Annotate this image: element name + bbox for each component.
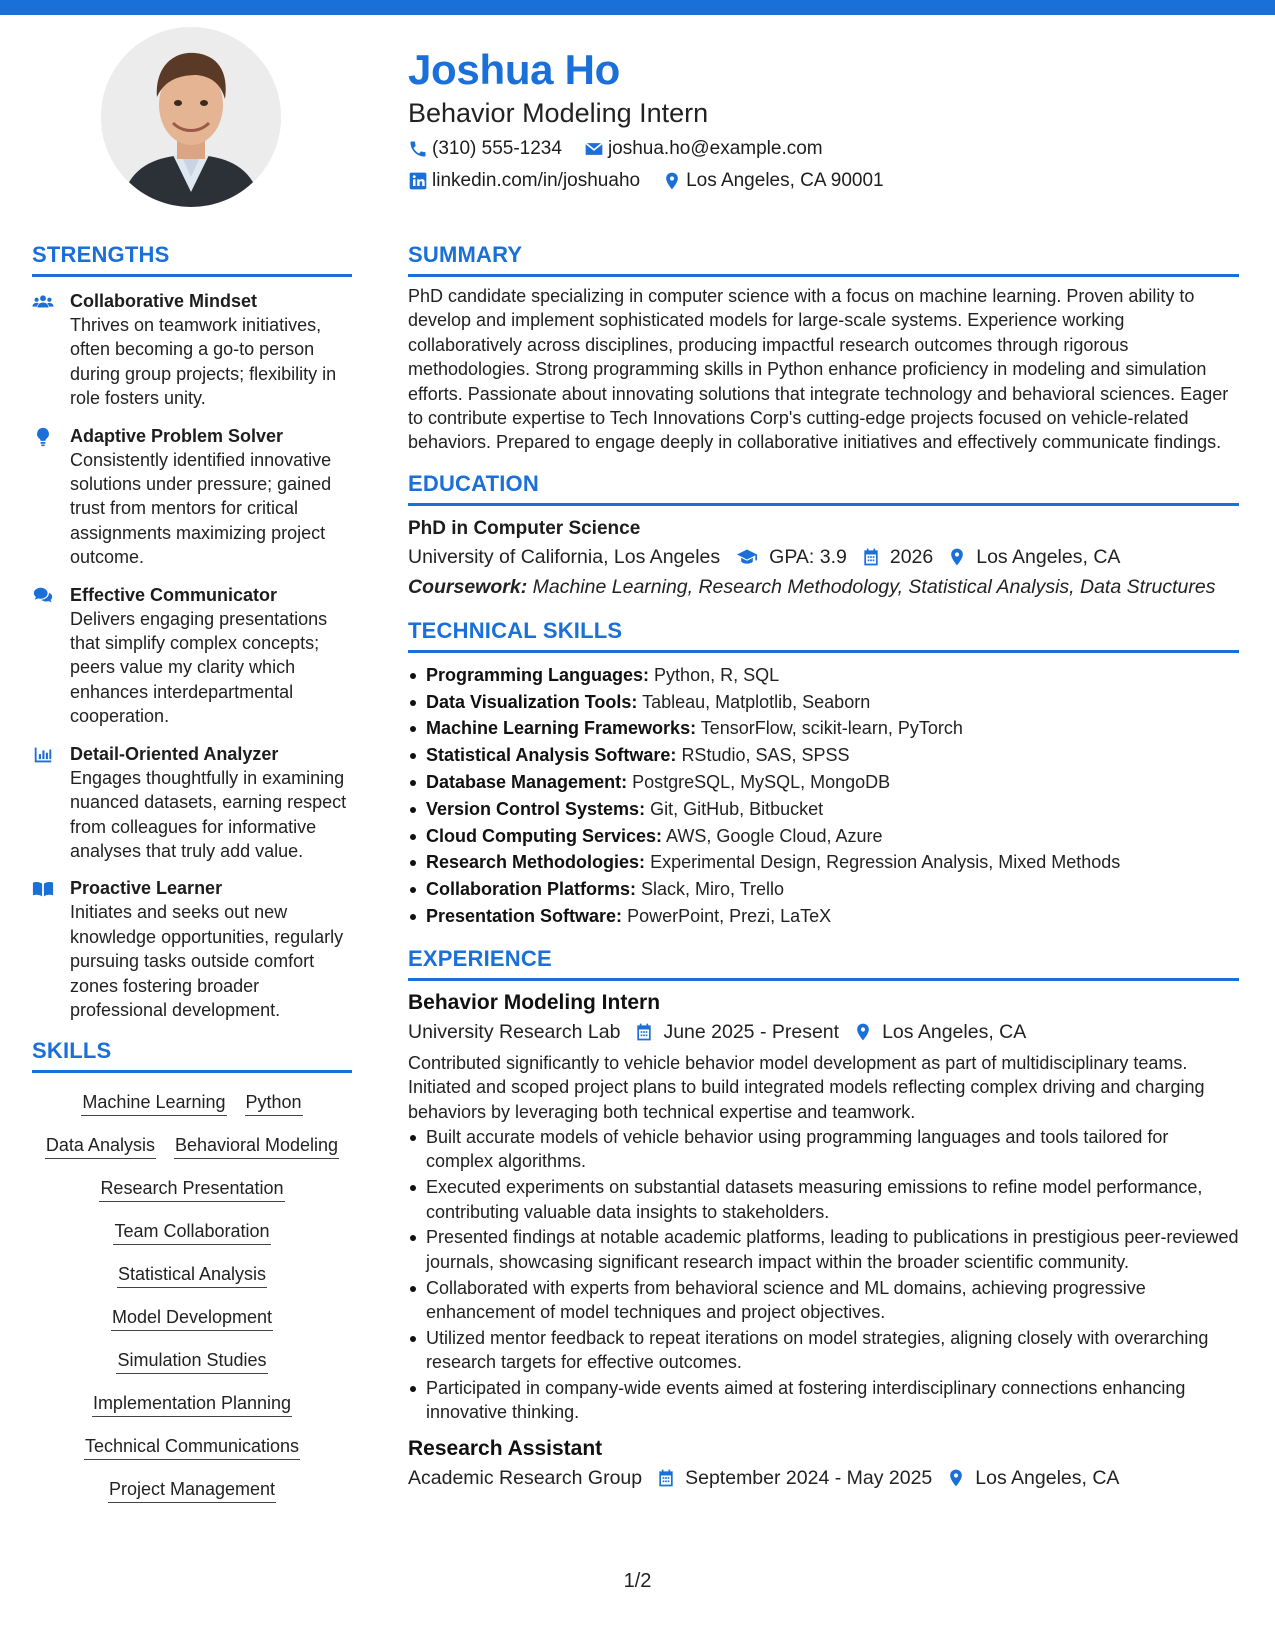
coursework: [408, 572, 1239, 602]
calendar-icon: [656, 1468, 676, 1488]
job-entry: [408, 989, 1239, 1425]
map-pin-icon: [947, 547, 967, 567]
job-location-text: Los Angeles, CA: [882, 1020, 1027, 1043]
strength-title: Collaborative Mindset: [70, 291, 258, 311]
school-name: [408, 542, 720, 572]
list-item: Utilized mentor feedback to repeat iterations on model strategies, aligning closely with overarching research targets for effective outcomes.: [408, 1326, 1239, 1375]
list-item: [408, 742, 1239, 769]
skill-tags: [32, 1089, 352, 1503]
phone-icon: [408, 139, 428, 159]
lightbulb-icon: [32, 426, 54, 448]
skill-category: Statistical Analysis Software:: [426, 745, 677, 766]
job-location: [946, 1463, 1119, 1493]
gpa-text: GPA: 3.9: [769, 545, 847, 568]
technical-skills-list: [408, 662, 1239, 930]
skill-tag: Research Presentation: [99, 1175, 284, 1202]
linkedin-text: linkedin.com/in/joshuaho: [432, 170, 641, 191]
education-meta: [408, 542, 1239, 572]
portrait-image: [101, 27, 281, 207]
skill-category: Programming Languages:: [426, 664, 650, 685]
job-org-text: Academic Research Group: [408, 1466, 643, 1489]
skill-category: Collaboration Platforms:: [426, 879, 637, 900]
school-text: University of California, Los Angeles: [408, 545, 721, 568]
coursework-label: Coursework:: [408, 575, 528, 598]
job-location-text: Los Angeles, CA: [975, 1466, 1120, 1489]
strength-desc: Initiates and seeks out new knowledge opportunities, regularly pursuing tasks outside comfort zones fostering broader professional development.: [70, 902, 344, 1020]
job-description: Contributed significantly to vehicle behavior model development as part of multidisciplinary teams. Initiated and scoped project plans to build integrated models reflecting complex driving and charging behaviors by leveraging both technical expertise and teamwork.: [408, 1052, 1205, 1122]
profile-photo: [101, 27, 281, 207]
list-item: [408, 662, 1239, 689]
skill-values: Git, GitHub, Bitbucket: [650, 798, 824, 819]
skill-category: Research Methodologies:: [426, 852, 646, 873]
location-contact: [662, 168, 884, 194]
job-dates-text: September 2024 - May 2025: [685, 1466, 933, 1489]
strengths-section: [32, 240, 352, 1022]
skill-tag: Model Development: [111, 1304, 273, 1331]
list-item: [408, 903, 1239, 930]
strength-item: [32, 289, 352, 411]
skill-category: Machine Learning Frameworks:: [426, 718, 697, 739]
skill-tag: Data Analysis: [45, 1132, 156, 1159]
education-section: [408, 469, 1239, 602]
list-item: [408, 769, 1239, 796]
list-item: [408, 715, 1239, 742]
resume-header: [408, 44, 1238, 194]
skill-values: RStudio, SAS, SPSS: [681, 745, 850, 766]
top-accent-bar: [0, 0, 1275, 15]
skill-tag: Simulation Studies: [116, 1347, 267, 1374]
job-org: [408, 1017, 620, 1047]
linkedin-icon: [408, 171, 428, 191]
skill-values: Python, R, SQL: [654, 664, 780, 685]
users-icon: [32, 291, 54, 313]
list-item: Executed experiments on substantial datasets measuring emissions to refine model performance, contributing valuable data insights to stakeholders.: [408, 1175, 1239, 1224]
skill-tag: Project Management: [108, 1476, 276, 1503]
skill-category: Cloud Computing Services:: [426, 825, 663, 846]
map-pin-icon: [853, 1022, 873, 1042]
job-location: [853, 1017, 1026, 1047]
job-title: Behavior Modeling Intern: [408, 990, 661, 1014]
summary-heading: SUMMARY: [408, 240, 1239, 277]
skill-values: AWS, Google Cloud, Azure: [666, 825, 883, 846]
candidate-name: Joshua Ho: [408, 46, 620, 93]
experience-heading: EXPERIENCE: [408, 944, 1239, 981]
technical-skills-section: [408, 616, 1239, 930]
skill-values: TensorFlow, scikit-learn, PyTorch: [700, 718, 963, 739]
strength-title: Adaptive Problem Solver: [70, 425, 284, 446]
list-item: Collaborated with experts from behavioral science and ML domains, achieving progressive enhancement of model techniques and project objectives.: [408, 1276, 1239, 1325]
job-dates: [634, 1017, 839, 1047]
skill-tag: Python: [245, 1089, 303, 1116]
strength-desc: Delivers engaging presentations that simplify complex concepts; peers value my clarity which enhances interdepartmental cooperation.: [70, 608, 328, 727]
coursework-text: Machine Learning, Research Methodology, Statistical Analysis, Data Structures: [532, 575, 1216, 598]
phone-contact[interactable]: [408, 136, 562, 162]
job-org-text: University Research Lab: [408, 1020, 621, 1043]
job-entry: [408, 1435, 1239, 1493]
skill-values: Slack, Miro, Trello: [641, 879, 785, 900]
strength-title: Detail-Oriented Analyzer: [70, 743, 279, 764]
skills-section: [32, 1036, 352, 1503]
strength-item: [32, 876, 352, 1022]
edu-location-text: Los Angeles, CA: [976, 545, 1121, 568]
list-item: [408, 796, 1239, 823]
linkedin-contact[interactable]: [408, 168, 640, 194]
skill-tag: Statistical Analysis: [117, 1261, 267, 1288]
education-heading: EDUCATION: [408, 469, 1239, 506]
list-item: Presented findings at notable academic platforms, leading to publications in prestigious peer-reviewed journals, showcasing significant research impact within the broader scientific community.: [408, 1225, 1239, 1274]
job-dates-text: June 2025 - Present: [663, 1020, 840, 1043]
year-text: 2026: [889, 545, 934, 568]
strength-item: [32, 424, 352, 570]
right-column: [408, 240, 1239, 1507]
list-item: [408, 689, 1239, 716]
job-dates: [656, 1463, 932, 1493]
email-contact[interactable]: [584, 136, 823, 162]
book-icon: [32, 878, 54, 900]
job-meta: [408, 1017, 1239, 1047]
edu-location-item: [947, 542, 1120, 572]
strength-desc: Engages thoughtfully in examining nuanced datasets, earning respect from colleagues for informative analyses that truly add value.: [70, 767, 347, 861]
left-column: [32, 240, 352, 1519]
strength-item: [32, 583, 352, 729]
job-meta: [408, 1463, 1239, 1493]
job-org: [408, 1463, 642, 1493]
job-bullets: [408, 1125, 1239, 1425]
list-item: Built accurate models of vehicle behavior using programming languages and tools tailored for complex algorithms.: [408, 1125, 1239, 1174]
contact-row-2: [408, 168, 1238, 194]
envelope-icon: [584, 139, 604, 159]
list-item: [408, 823, 1239, 850]
gpa-item: [734, 542, 847, 572]
skill-tag: Team Collaboration: [113, 1218, 270, 1245]
map-pin-icon: [662, 171, 682, 191]
skill-values: PowerPoint, Prezi, LaTeX: [627, 906, 832, 927]
technical-skills-heading: TECHNICAL SKILLS: [408, 616, 1239, 653]
skill-values: Experimental Design, Regression Analysis, Mixed Methods: [650, 852, 1121, 873]
skill-tag: Implementation Planning: [92, 1390, 292, 1417]
page-number: 1/2: [623, 1570, 652, 1592]
list-item: [408, 849, 1239, 876]
strength-title: Effective Communicator: [70, 584, 278, 605]
summary-text: PhD candidate specializing in computer science with a focus on machine learning. Proven ability to develop and implement sophisticated models for large-scale systems. Experience working collaboratively across disciplines, producing impactful research outcomes through rigorous methodologies. Strong programming skills in Python enhance proficiency in modeling and simulation efforts. Passionate about innovating solutions that integrate technology and behavioral sciences. Eager to contribute expertise to Tech Innovations Corp's cutting-edge projects focused on vehicle-related behaviors. Prepared to engage deeply in collaborative initiatives and effectively communicate findings.: [408, 286, 1229, 453]
skill-values: PostgreSQL, MySQL, MongoDB: [632, 772, 891, 793]
list-item: Participated in company-wide events aimed at fostering interdisciplinary connections enhancing innovative thinking.: [408, 1376, 1239, 1425]
job-title: Research Assistant: [408, 1436, 603, 1460]
skill-tag: Behavioral Modeling: [174, 1132, 339, 1159]
map-pin-icon: [946, 1468, 966, 1488]
location-text: Los Angeles, CA 90001: [686, 170, 884, 191]
skill-category: Version Control Systems:: [426, 798, 646, 819]
comments-icon: [32, 585, 54, 607]
degree-title: PhD in Computer Science: [408, 517, 641, 539]
skill-values: Tableau, Matplotlib, Seaborn: [642, 691, 871, 712]
candidate-role: Behavior Modeling Intern: [408, 98, 709, 128]
email-text: joshua.ho@example.com: [607, 138, 823, 159]
list-item: [408, 876, 1239, 903]
skill-category: Data Visualization Tools:: [426, 691, 638, 712]
strength-item: [32, 742, 352, 864]
summary-section: [408, 240, 1239, 455]
phone-text: (310) 555-1234: [432, 138, 562, 159]
strength-title: Proactive Learner: [70, 878, 223, 899]
graduation-cap-icon: [734, 547, 760, 567]
strengths-heading: STRENGTHS: [32, 240, 352, 277]
bar-chart-icon: [32, 744, 54, 766]
strength-desc: Consistently identified innovative solutions under pressure; gained trust from mentors for critical assignments maximizing project outcome.: [70, 449, 332, 568]
strengths-list: [32, 289, 352, 1022]
skills-heading: SKILLS: [32, 1036, 352, 1073]
experience-section: [408, 944, 1239, 1493]
skill-tag: Technical Communications: [84, 1433, 300, 1460]
year-item: [861, 542, 933, 572]
contact-row-1: [408, 136, 1238, 162]
skill-category: Database Management:: [426, 772, 628, 793]
skill-category: Presentation Software:: [426, 906, 623, 927]
strength-desc: Thrives on teamwork initiatives, often becoming a go-to person during group projects; flexibility in role fosters unity.: [70, 315, 337, 409]
calendar-icon: [634, 1022, 654, 1042]
skill-tag: Machine Learning: [81, 1089, 226, 1116]
calendar-icon: [861, 547, 881, 567]
